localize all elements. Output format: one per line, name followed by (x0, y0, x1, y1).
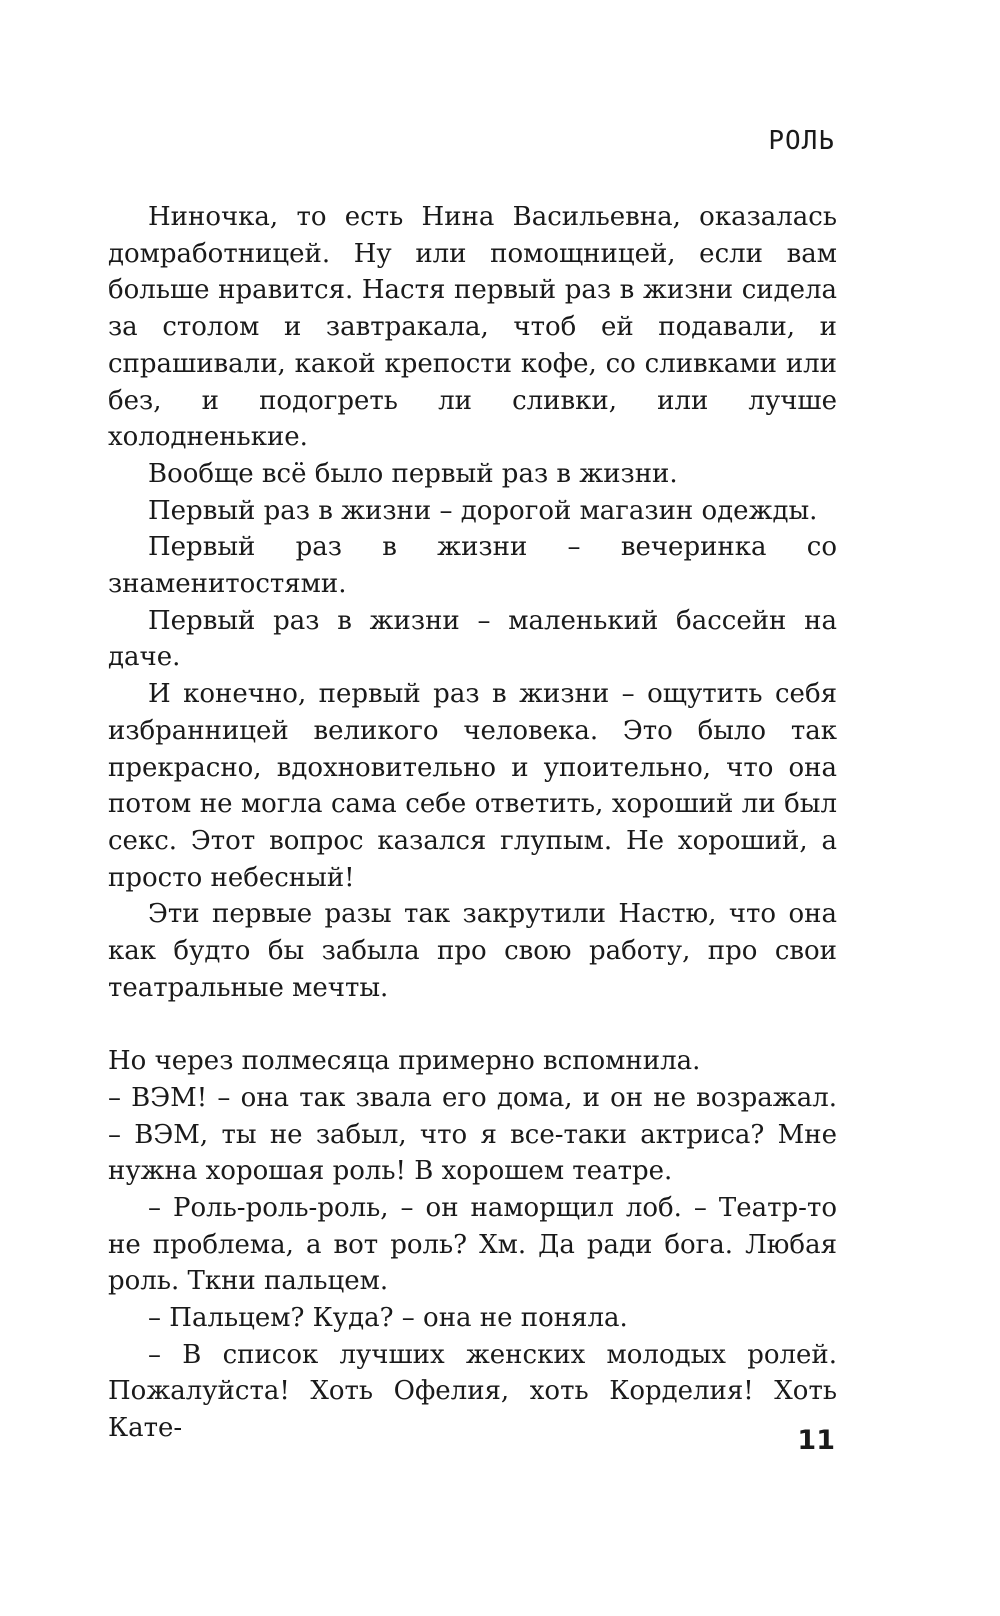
body-text (108, 199, 837, 1447)
paragraph: Первый раз в жизни – вечеринка со знаменитостями. (108, 532, 837, 600)
paragraph: Первый раз в жизни – дорогой магазин одежды. (148, 495, 818, 526)
paragraph: Вообще всё было первый раз в жизни. (148, 458, 678, 489)
paragraph: Эти первые разы так закрутили Настю, что она как будто бы забыла про свою работу, про свои театральные мечты. (108, 899, 837, 1003)
paragraph: – Пальцем? Куда? – она не поняла. (148, 1303, 628, 1334)
running-head: РОЛЬ (768, 126, 835, 156)
paragraph: – Роль-роль-роль, – он наморщил лоб. – Театр-то не проблема, а вот роль? Хм. Да ради бога. Любая роль. Ткни пальцем. (108, 1192, 837, 1297)
section-break (108, 1006, 837, 1043)
paragraph: – В список лучших женских молодых ролей. Пожалуйста! Хоть Офелия, хоть Корделия! Хоть Кате- (108, 1339, 837, 1444)
paragraph: – ВЭМ! – она так звала его дома, и он не возражал. – ВЭМ, ты не забыл, что я все-таки актриса? Мне нужна хорошая роль! В хорошем театре. (108, 1082, 837, 1187)
page-number: 11 (797, 1425, 835, 1456)
paragraph: Ниночка, то есть Нина Васильевна, оказалась домработницей. Ну или помощницей, если вам больше нравится. Настя первый раз в жизни сидела за столом и завтракала, чтоб ей подавали, и спрашивали, какой крепости кофе, со сливками или без, и подогреть ли сливки, или лучше холодненькие. (108, 202, 837, 453)
paragraph: Первый раз в жизни – маленький бассейн на даче. (108, 605, 837, 673)
paragraph: Но через полмесяца примерно вспомнила. (108, 1046, 701, 1077)
paragraph: И конечно, первый раз в жизни – ощутить себя избранницей великого человека. Это было так прекрасно, вдохновительно и упоительно, что она потом не могла сама себе ответить, хороший ли был секс. Этот вопрос казался глупым. Не хороший, а просто небесный! (108, 679, 837, 893)
